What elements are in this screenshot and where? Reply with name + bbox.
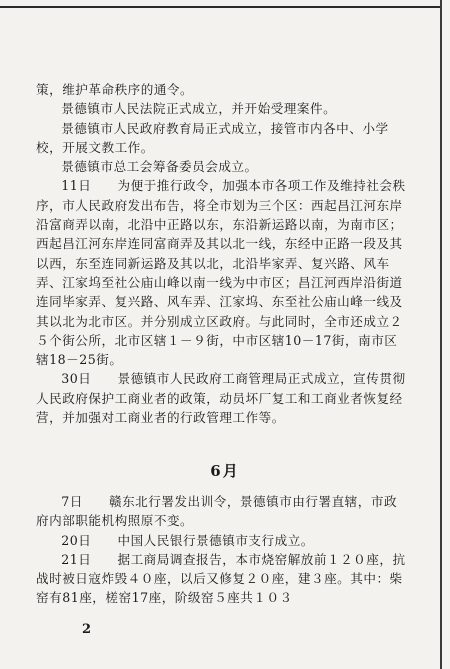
page-number: 2 — [82, 622, 92, 637]
paragraph: 20日 中国人民银行景德镇市支行成立。 — [61, 532, 314, 548]
body-text-bottom — [36, 492, 408, 608]
top-rule — [0, 6, 440, 8]
paragraph: 11日 为便于推行政令，加强本市各项工作及维持社会秩序，市人民政府发出布告，将全市划为三个区：西起昌江河东岸沿富商弄以南，北沿中正路以东，东沿新运路以南，为南市区；西起昌江河东岸连同富商弄及其以北一线，东经中正路一段及其以西，东至连同新运路及其以北，北沿毕家弄、复兴路、风车弄、江家坞至社公庙山峰以南一线为中市区；昌江河西岸沿街道连同毕家弄、复兴路、风车弄、江家坞、东至社公庙山峰一线及其以北为北市区。并分别成立区政府。与此同时，全市还成立２５个街公所，北市区辖１－９街，中市区辖10－17街，南市区辖18－25街。 — [36, 178, 406, 368]
paragraph: 7日 赣东北行署发出训令，景德镇市由行署直辖，市政府内部职能机构照原不变。 — [36, 494, 398, 529]
page-edge — [440, 0, 442, 669]
body-text-top — [36, 80, 408, 427]
paragraph: 景德镇市人民法院正式成立，并开始受理案件。 — [61, 101, 337, 117]
paragraph: 21日 据工商局调查报告，本市烧窑解放前１２０座，抗战时被日寇炸毁４０座，以后又修复２０座，建３座。其中：柴窑有81座，槎窑17座，阶级窑５座共１０３ — [36, 551, 406, 606]
paragraph: 30日 景德镇市人民政府工商管理局正式成立，宣传贯彻人民政府保护工商业者的政策，动员坏厂复工和工商业者恢复经营，并加强对工商业者的行政管理工作等。 — [36, 371, 406, 426]
paragraph: 景德镇市人民政府教育局正式成立，接管市内各中、小学校，开展文教工作。 — [36, 120, 389, 155]
month-heading: 6月 — [210, 462, 240, 480]
paragraph: 景德镇市总工会筹备委员会成立。 — [61, 159, 258, 175]
paragraph: 策，维护革命秩序的通令。 — [36, 82, 194, 97]
